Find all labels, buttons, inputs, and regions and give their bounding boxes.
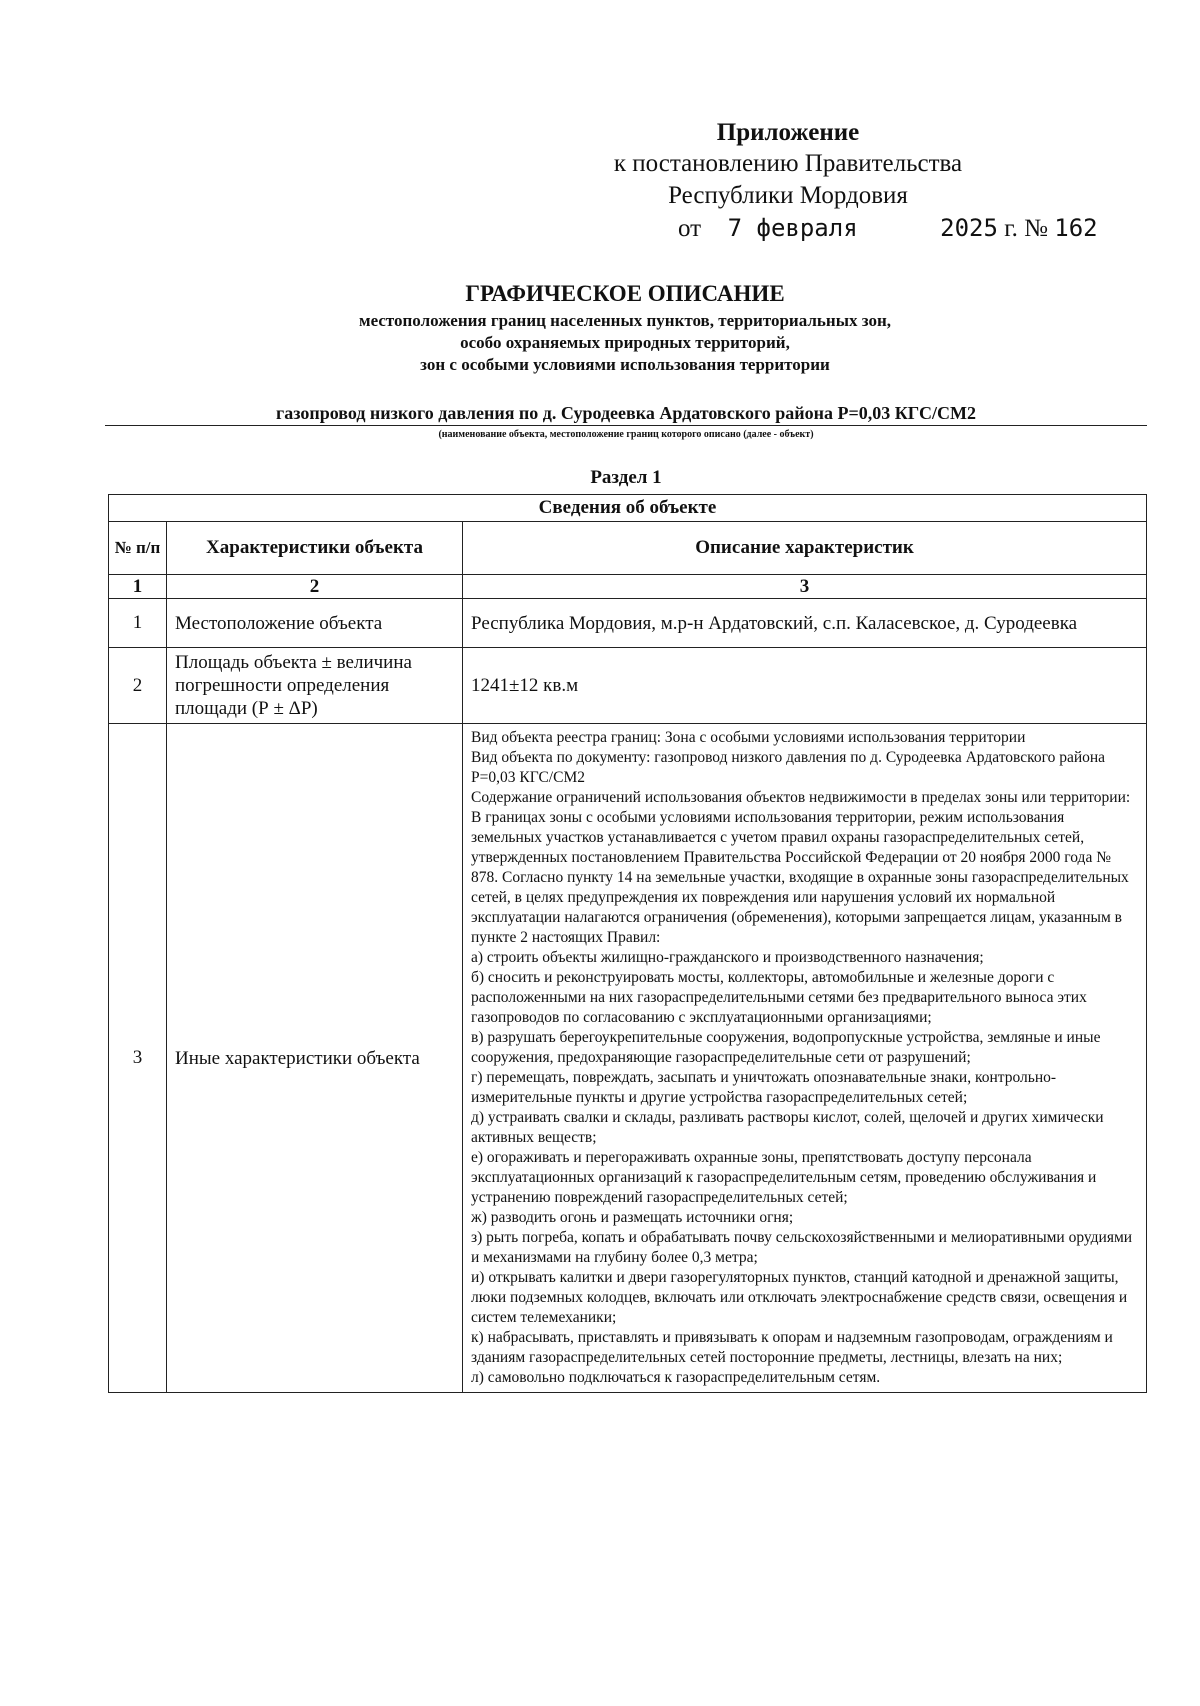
date-prefix: от (678, 215, 702, 242)
row-number: 2 (109, 648, 167, 724)
index-cell: 2 (167, 575, 463, 599)
description-paragraph: в) разрушать берегоукрепительные сооружения, водопропускные устройства, земляные и иные сооружения, предохраняющие газораспределительные сети от разрушений; (471, 1029, 1101, 1066)
description-paragraph: з) рыть погреба, копать и обрабатывать почву сельскохозяйственными и мелиоративными орудиями и механизмами на глубину более 0,3 метра; (471, 1229, 1133, 1266)
table-row (109, 599, 1147, 648)
description-paragraph: Вид объекта реестра границ: Зона с особыми условиями использования территории (471, 729, 1026, 746)
subtitle-line: особо охраняемых природных территорий, (460, 333, 790, 352)
row-number: 1 (109, 599, 167, 648)
object-underline (105, 425, 1147, 426)
date-suffix: г. № (1004, 215, 1048, 242)
index-cell: 1 (109, 575, 167, 599)
annex-header (613, 118, 1160, 245)
description-paragraph: и) открывать калитки и двери газорегуляторных пунктов, станций катодной и дренажной защиты, люки подземных колодцев, включать или отключать электроснабжение средств связи, освещения и систем телемеханики; (471, 1269, 1128, 1326)
table-caption-row (109, 495, 1147, 522)
table-row (109, 724, 1147, 1393)
header-characteristic: Характеристики объекта (167, 522, 463, 575)
object-name: газопровод низкого давления по д. Суродеевка Ардатовского района Р=0,03 КГС/СМ2 (276, 403, 976, 423)
object-note: (наименование объекта, местоположение границ которого описано (далее - объект) (438, 429, 814, 440)
table-row (109, 648, 1147, 724)
date-day: 7 февраля (727, 214, 858, 242)
annex-title: Приложение (716, 119, 860, 146)
annex-line-1: к постановлению Правительства (613, 150, 963, 177)
description-paragraph: Содержание ограничений использования объектов недвижимости в пределах зоны или территории: В границах зоны с особыми условиями использования территории, режим использования земельных участков устанавливается с учетом правил охраны газораспределительных сетей, утвержденных постановлением Правительства Российской Федерации от 20 ноября 2000 года № 878. Согласно пункту 14 на земельные участки, входящие в охранные зоны газораспределительных сетей, в целях предупреждения их повреждения или нарушения условий их нормальной эксплуатации налагаются ограничения (обременения), которыми запрещается лицам, указанным в пункте 2 настоящих Правил: (471, 789, 1131, 946)
row-description: Республика Мордовия, м.р-н Ардатовский, с.п. Каласевское, д. Суродеевка (463, 599, 1147, 648)
description-paragraph: д) устраивать свалки и склады, разливать растворы кислот, солей, щелочей и других химически активных веществ; (471, 1109, 1104, 1146)
table-index-row (109, 575, 1147, 599)
decree-number: 162 (1054, 214, 1098, 242)
row-characteristic: Местоположение объекта (167, 599, 463, 648)
subtitle-line: местоположения границ населенных пунктов, территориальных зон, (359, 311, 891, 330)
header-description: Описание характеристик (463, 522, 1147, 575)
annex-line-2: Республики Мордовия (668, 182, 908, 209)
description-paragraph: г) перемещать, повреждать, засыпать и уничтожать опознавательные знаки, контрольно-измерительные пункты и другие устройства газораспределительных сетей; (471, 1069, 1057, 1106)
object-info-table (108, 494, 1147, 1393)
subtitle-line: зон с особыми условиями использования территории (420, 355, 830, 374)
section-title: Раздел 1 (590, 467, 662, 488)
description-paragraph: ж) разводить огонь и размещать источники огня; (471, 1209, 794, 1226)
description-paragraph: а) строить объекты жилищно-гражданского и производственного назначения; (471, 949, 984, 966)
date-year: 2025 (940, 214, 998, 242)
description-paragraph: е) огораживать и перегораживать охранные зоны, препятствовать доступу персонала эксплуатационных организаций к газораспределительным сетям, проведению обслуживания и устранению повреждений газораспределительных сетей; (471, 1149, 1097, 1206)
header-num: № п/п (109, 522, 167, 575)
description-paragraph: б) сносить и реконструировать мосты, коллекторы, автомобильные и железные дороги с расположенными на них газораспределительными сетями без предварительного выноса этих газопроводов по согласованию с эксплуатационными организациями; (471, 969, 1087, 1026)
table-header-row (109, 522, 1147, 575)
row-characteristic: Площадь объекта ± величина погрешности определения площади (Р ± ΔР) (167, 648, 463, 724)
table-caption: Сведения об объекте (109, 495, 1147, 522)
index-cell: 3 (463, 575, 1147, 599)
document-subtitle (100, 310, 1150, 376)
row-number: 3 (109, 724, 167, 1393)
document-title: ГРАФИЧЕСКОЕ ОПИСАНИЕ (465, 281, 785, 306)
row-description: 1241±12 кв.м (463, 648, 1147, 724)
description-paragraph: Вид объекта по документу: газопровод низкого давления по д. Суродеевка Ардатовского района Р=0,03 КГС/СМ2 (471, 749, 1106, 786)
row-characteristic: Иные характеристики объекта (167, 724, 463, 1393)
description-paragraph: л) самовольно подключаться к газораспределительным сетям. (471, 1369, 881, 1386)
annex-date (678, 212, 1160, 245)
description-paragraph: к) набрасывать, приставлять и привязывать к опорам и надземным газопроводам, ограждениям и зданиям газораспределительных сетей посторонние предметы, лестницы, влезать на них; (471, 1329, 1113, 1366)
row-description (463, 724, 1147, 1393)
